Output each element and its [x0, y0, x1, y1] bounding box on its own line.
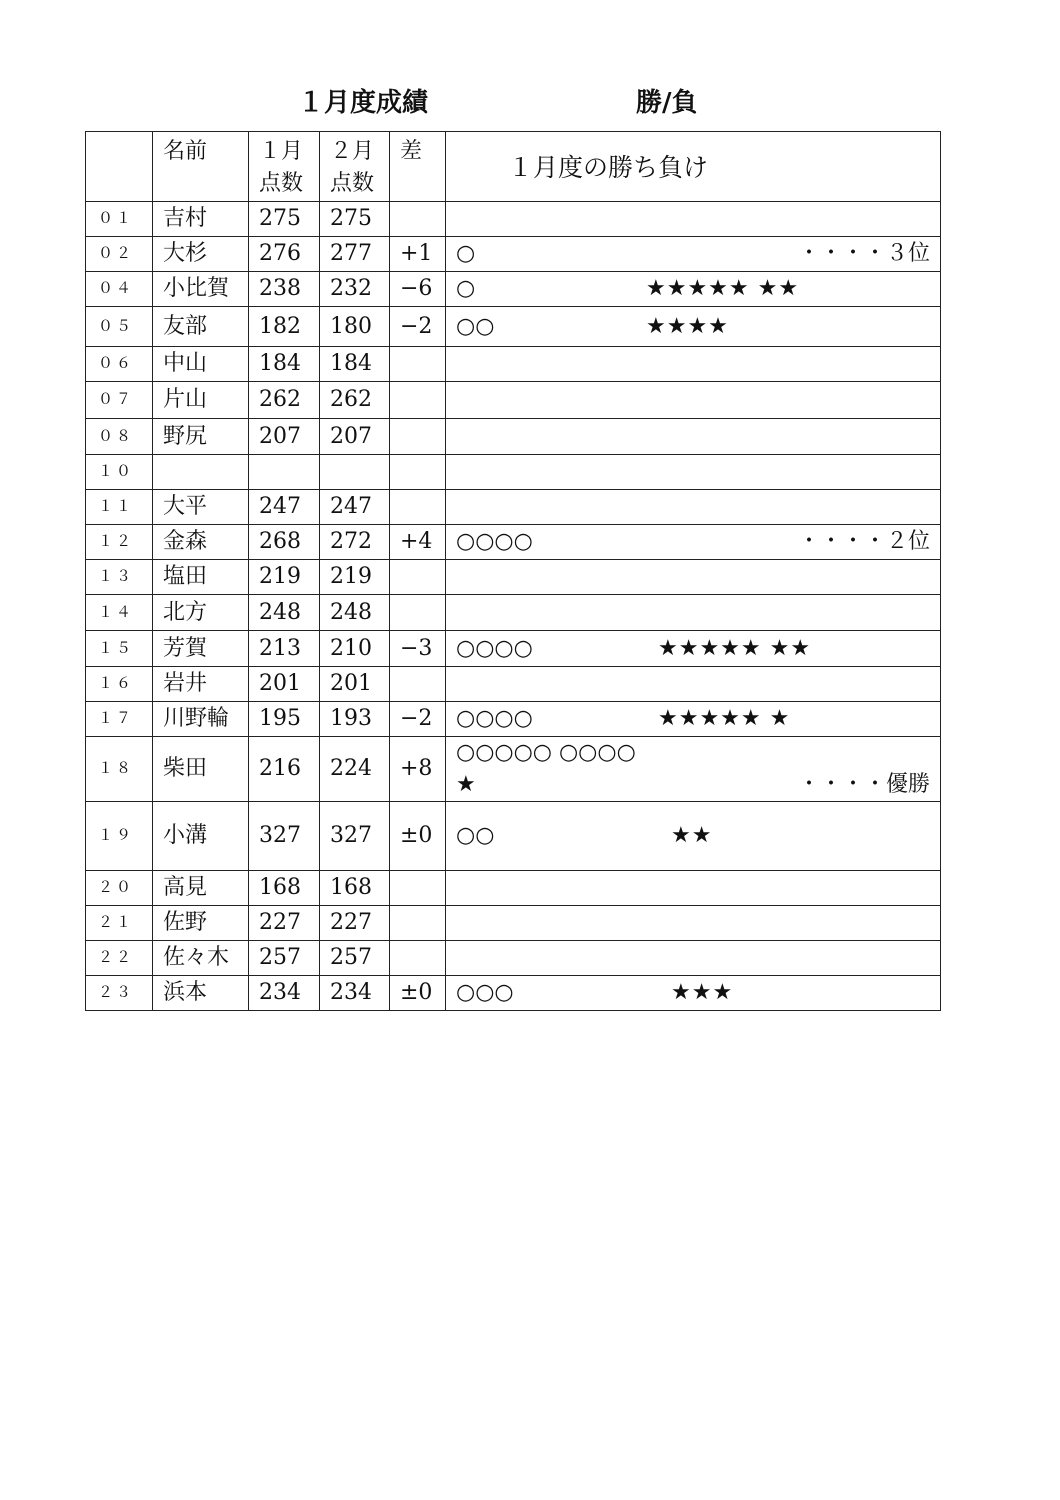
row-jan-points: 268	[249, 525, 320, 560]
page-title: １月度成績	[298, 88, 429, 118]
result-wins: ○○	[456, 822, 495, 848]
row-name: 佐野	[153, 905, 249, 940]
table-row	[86, 667, 941, 702]
row-diff	[390, 382, 446, 419]
page-subtitle: 勝/負	[636, 88, 698, 118]
row-feb-points: 248	[320, 595, 390, 631]
row-name: 岩井	[153, 667, 249, 702]
row-jan-points: 257	[249, 940, 320, 975]
table-row	[86, 419, 941, 455]
row-jan-points: 207	[249, 419, 320, 455]
row-feb-points: 219	[320, 560, 390, 595]
row-diff: −2	[390, 307, 446, 347]
row-diff: −2	[390, 702, 446, 737]
row-result	[446, 525, 941, 560]
result-wins: ○○○○	[456, 529, 533, 555]
row-number: ２１	[86, 905, 153, 940]
row-feb-points: 180	[320, 307, 390, 347]
row-name: 浜本	[153, 975, 249, 1010]
row-result	[446, 870, 941, 905]
header-diff: 差	[390, 132, 446, 202]
table-row	[86, 490, 941, 525]
row-feb-points: 277	[320, 237, 390, 272]
header-jan-points	[249, 132, 320, 202]
row-result	[446, 490, 941, 525]
row-name: 中山	[153, 347, 249, 382]
row-diff	[390, 870, 446, 905]
row-jan-points: 182	[249, 307, 320, 347]
row-result	[446, 801, 941, 870]
row-feb-points: 207	[320, 419, 390, 455]
row-jan-points: 213	[249, 631, 320, 667]
row-number: １７	[86, 702, 153, 737]
row-name: 柴田	[153, 737, 249, 802]
table-row	[86, 202, 941, 237]
row-diff	[390, 595, 446, 631]
row-feb-points: 193	[320, 702, 390, 737]
row-result	[446, 272, 941, 307]
row-jan-points: 227	[249, 905, 320, 940]
row-name: 塩田	[153, 560, 249, 595]
row-name: 大平	[153, 490, 249, 525]
row-feb-points: 275	[320, 202, 390, 237]
result-wins: ○○○	[456, 979, 514, 1005]
table-row	[86, 905, 941, 940]
result-note: ・・・・３位	[797, 241, 930, 267]
table-row	[86, 940, 941, 975]
row-jan-points: 184	[249, 347, 320, 382]
row-feb-points: 210	[320, 631, 390, 667]
row-jan-points: 327	[249, 801, 320, 870]
row-jan-points: 195	[249, 702, 320, 737]
result-wins: ○	[456, 241, 476, 267]
result-losses: ★★★	[671, 979, 734, 1005]
row-result	[446, 382, 941, 419]
row-result	[446, 455, 941, 490]
row-result	[446, 419, 941, 455]
row-diff: −3	[390, 631, 446, 667]
row-jan-points: 262	[249, 382, 320, 419]
row-number: １５	[86, 631, 153, 667]
row-number: ０４	[86, 272, 153, 307]
row-name: 小比賀	[153, 272, 249, 307]
row-name: 高見	[153, 870, 249, 905]
row-diff	[390, 347, 446, 382]
row-name: 大杉	[153, 237, 249, 272]
row-jan-points: 276	[249, 237, 320, 272]
row-name	[153, 455, 249, 490]
row-diff	[390, 667, 446, 702]
result-losses: ★★★★★ ★★	[658, 635, 812, 661]
row-jan-points: 275	[249, 202, 320, 237]
row-jan-points: 168	[249, 870, 320, 905]
row-result	[446, 737, 941, 802]
result-losses: ★★★★★ ★	[658, 706, 791, 732]
result-wins: ○○	[456, 313, 495, 339]
table-body	[86, 202, 941, 1011]
row-result	[446, 975, 941, 1010]
row-number: ２０	[86, 870, 153, 905]
table-row	[86, 631, 941, 667]
header-result: １月度の勝ち負け	[446, 132, 941, 202]
header-jan-score: 点数	[259, 170, 304, 196]
row-number: １４	[86, 595, 153, 631]
header-feb-score: 点数	[330, 170, 375, 196]
row-diff	[390, 940, 446, 975]
row-diff	[390, 202, 446, 237]
result-losses: ★★★★★ ★★	[646, 276, 800, 302]
header-number	[86, 132, 153, 202]
row-feb-points: 168	[320, 870, 390, 905]
row-diff: +1	[390, 237, 446, 272]
row-number: ０２	[86, 237, 153, 272]
table-row	[86, 237, 941, 272]
row-result	[446, 702, 941, 737]
row-number: ２２	[86, 940, 153, 975]
row-diff: ±0	[390, 801, 446, 870]
row-number: ０５	[86, 307, 153, 347]
row-name: 北方	[153, 595, 249, 631]
row-number: ０７	[86, 382, 153, 419]
table-row	[86, 347, 941, 382]
row-diff: ±0	[390, 975, 446, 1010]
table-row	[86, 702, 941, 737]
row-number: １９	[86, 801, 153, 870]
row-number: １８	[86, 737, 153, 802]
row-diff	[390, 905, 446, 940]
row-name: 芳賀	[153, 631, 249, 667]
row-jan-points: 238	[249, 272, 320, 307]
row-number: １２	[86, 525, 153, 560]
row-result	[446, 202, 941, 237]
row-feb-points: 257	[320, 940, 390, 975]
result-wins: ○	[456, 276, 476, 302]
row-diff: +4	[390, 525, 446, 560]
row-feb-points: 247	[320, 490, 390, 525]
row-name: 片山	[153, 382, 249, 419]
row-feb-points: 224	[320, 737, 390, 802]
row-diff	[390, 419, 446, 455]
row-result	[446, 560, 941, 595]
row-number: ０１	[86, 202, 153, 237]
header-jan-month: １月	[259, 139, 304, 164]
row-number: １０	[86, 455, 153, 490]
row-number: １１	[86, 490, 153, 525]
row-feb-points: 234	[320, 975, 390, 1010]
row-number: １３	[86, 560, 153, 595]
row-name: 吉村	[153, 202, 249, 237]
table-row	[86, 737, 941, 802]
result-losses: ★★	[671, 822, 713, 848]
row-name: 小溝	[153, 801, 249, 870]
table-row	[86, 560, 941, 595]
row-diff	[390, 490, 446, 525]
table-row	[86, 307, 941, 347]
header-feb-month: ２月	[330, 139, 375, 164]
row-number: １６	[86, 667, 153, 702]
row-diff: +8	[390, 737, 446, 802]
row-feb-points: 201	[320, 667, 390, 702]
table-row	[86, 382, 941, 419]
row-result	[446, 237, 941, 272]
row-jan-points	[249, 455, 320, 490]
table-row	[86, 870, 941, 905]
row-feb-points: 227	[320, 905, 390, 940]
row-result	[446, 631, 941, 667]
row-jan-points: 248	[249, 595, 320, 631]
row-diff	[390, 455, 446, 490]
result-losses: ★★★★	[646, 313, 729, 339]
row-jan-points: 247	[249, 490, 320, 525]
row-result	[446, 595, 941, 631]
header-row	[86, 132, 941, 202]
row-number: ０６	[86, 347, 153, 382]
row-diff: −6	[390, 272, 446, 307]
row-number: ０８	[86, 419, 153, 455]
header-name: 名前	[153, 132, 249, 202]
row-result	[446, 940, 941, 975]
row-result	[446, 347, 941, 382]
row-name: 川野輪	[153, 702, 249, 737]
row-name: 友部	[153, 307, 249, 347]
table-row	[86, 525, 941, 560]
row-jan-points: 201	[249, 667, 320, 702]
row-result	[446, 905, 941, 940]
table-row	[86, 801, 941, 870]
header-feb-points	[320, 132, 390, 202]
result-note: ・・・・２位	[797, 529, 930, 555]
row-result	[446, 307, 941, 347]
row-feb-points	[320, 455, 390, 490]
row-name: 金森	[153, 525, 249, 560]
result-losses: ★	[456, 771, 476, 797]
row-name: 野尻	[153, 419, 249, 455]
row-jan-points: 219	[249, 560, 320, 595]
row-number: ２３	[86, 975, 153, 1010]
row-feb-points: 272	[320, 525, 390, 560]
table-row	[86, 272, 941, 307]
table-row	[86, 455, 941, 490]
result-note: ・・・・優勝	[797, 771, 930, 797]
result-wins: ○○○○○ ○○○○	[456, 740, 636, 765]
table-row	[86, 595, 941, 631]
row-diff	[390, 560, 446, 595]
row-jan-points: 216	[249, 737, 320, 802]
row-feb-points: 327	[320, 801, 390, 870]
row-name: 佐々木	[153, 940, 249, 975]
result-wins: ○○○○	[456, 706, 533, 732]
row-jan-points: 234	[249, 975, 320, 1010]
row-feb-points: 184	[320, 347, 390, 382]
result-wins: ○○○○	[456, 635, 533, 661]
row-result	[446, 667, 941, 702]
row-feb-points: 262	[320, 382, 390, 419]
row-feb-points: 232	[320, 272, 390, 307]
result-line2	[456, 769, 940, 801]
results-table	[85, 131, 941, 1011]
table-row	[86, 975, 941, 1010]
